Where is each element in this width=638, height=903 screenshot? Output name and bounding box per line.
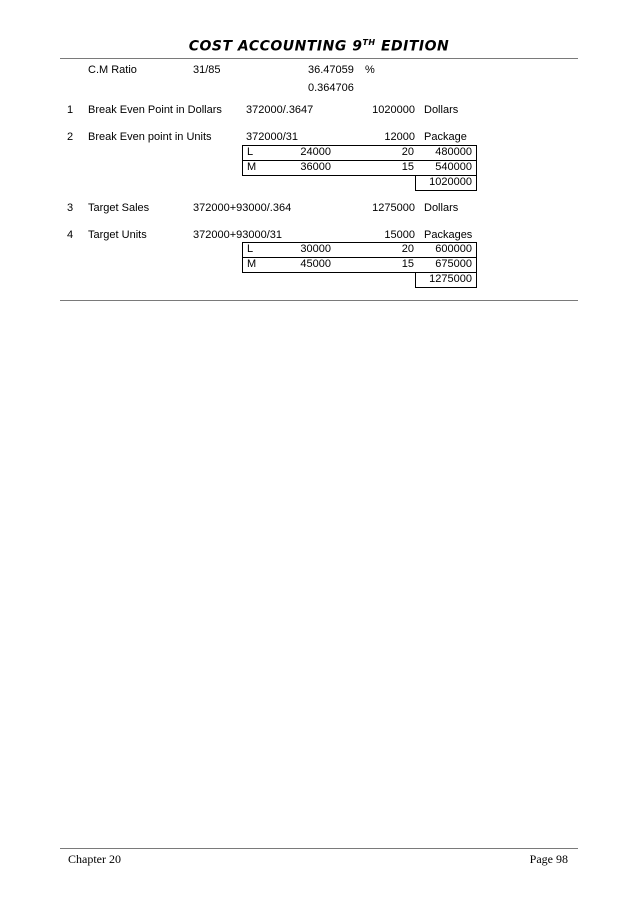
item-2-label: Break Even point in Units — [88, 131, 212, 143]
item-2-sum — [415, 175, 477, 191]
item-4-number: 4 — [67, 229, 74, 241]
total-cell: 600000 — [435, 243, 472, 255]
cm-ratio-formula: 31/85 — [193, 64, 221, 76]
item-1-label: Break Even Point in Dollars — [88, 104, 222, 116]
header-edition-word: EDITION — [380, 38, 450, 55]
price-cell: 20 — [401, 146, 414, 158]
footer-page-number: Page 98 — [529, 852, 568, 866]
section-end-rule — [60, 300, 578, 301]
total-cell: 675000 — [435, 258, 472, 270]
item-1-value: 1020000 — [372, 104, 415, 116]
item-3-label: Target Sales — [88, 202, 150, 214]
item-3-unit: Dollars — [424, 202, 459, 214]
cm-ratio-value: 36.47059 — [308, 64, 354, 76]
price-cell: 15 — [401, 161, 414, 173]
item-4-row-m — [242, 257, 477, 273]
item-4-sum — [415, 272, 477, 288]
sum-cell: 1020000 — [429, 176, 472, 188]
header-edition-superscript: TH — [362, 38, 376, 47]
footer-chapter: Chapter 20 — [68, 852, 121, 866]
units-cell: 45000 — [300, 258, 331, 270]
units-cell: 24000 — [300, 146, 331, 158]
header-edition-number: 9 — [352, 38, 363, 55]
total-cell: 480000 — [435, 146, 472, 158]
price-cell: 15 — [401, 258, 414, 270]
item-4-unit: Packages — [424, 229, 473, 241]
product-cell: L — [247, 146, 254, 158]
item-2-row-l — [242, 145, 477, 161]
item-2-unit: Package — [424, 131, 467, 143]
header-title: COST ACCOUNTING — [188, 38, 347, 55]
total-cell: 540000 — [435, 161, 472, 173]
item-4-value: 15000 — [384, 229, 415, 241]
item-1-formula: 372000/.3647 — [246, 104, 314, 116]
price-cell: 20 — [401, 243, 414, 255]
cm-ratio-label: C.M Ratio — [88, 64, 137, 76]
units-cell: 36000 — [300, 161, 331, 173]
units-cell: 30000 — [300, 243, 331, 255]
product-cell: M — [247, 258, 257, 270]
item-4-formula: 372000+93000/31 — [193, 229, 283, 241]
item-3-value: 1275000 — [372, 202, 415, 214]
cm-ratio-unit: % — [365, 64, 375, 76]
item-2-formula: 372000/31 — [246, 131, 298, 143]
item-2-value: 12000 — [384, 131, 415, 143]
cm-ratio-decimal: 0.364706 — [308, 82, 354, 94]
item-3-number: 3 — [67, 202, 74, 214]
sum-cell: 1275000 — [429, 273, 472, 285]
item-3-formula: 372000+93000/.364 — [193, 202, 292, 214]
item-1-number: 1 — [67, 104, 74, 116]
product-cell: L — [247, 243, 254, 255]
item-1-unit: Dollars — [424, 104, 459, 116]
product-cell: M — [247, 161, 257, 173]
page-header — [60, 38, 578, 55]
item-2-row-m — [242, 160, 477, 176]
item-4-row-l — [242, 242, 477, 258]
header-rule — [60, 58, 578, 59]
item-4-label: Target Units — [88, 229, 147, 241]
footer-rule — [60, 848, 578, 849]
item-2-number: 2 — [67, 131, 74, 143]
